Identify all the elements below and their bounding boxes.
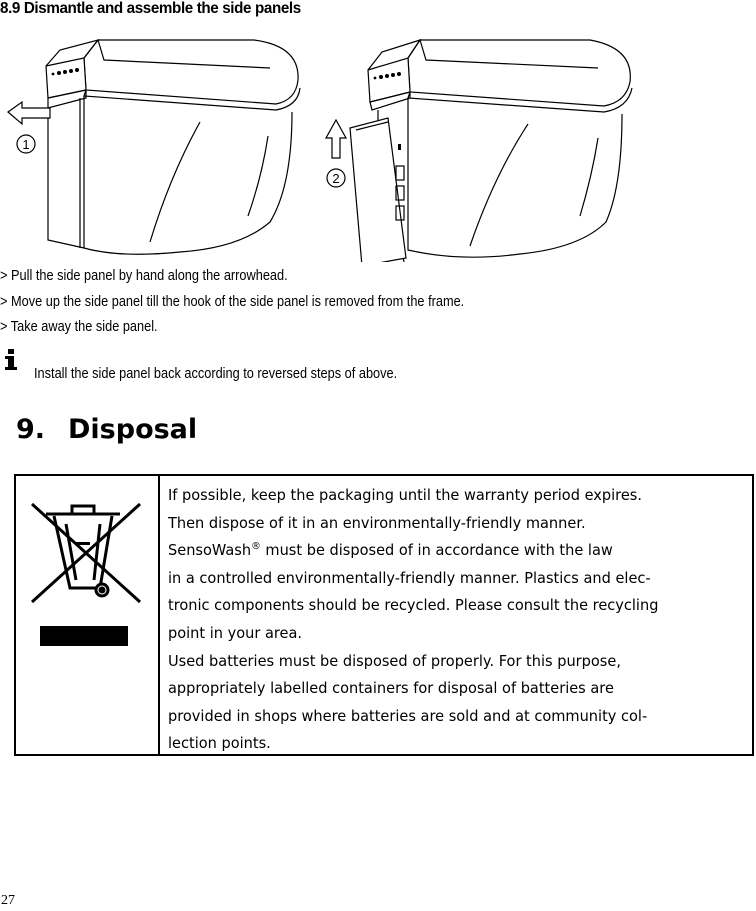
disposal-line: Then dispose of it in an environmentally-friendly manner. [168, 513, 586, 532]
step-2-text: > Move up the side panel till the hook of the side panel is removed from the frame. [0, 294, 465, 310]
section-title: 8.9 Dismantle and assemble the side panels [0, 0, 301, 17]
info-icon [4, 349, 18, 371]
side-panel-illustration [0, 26, 756, 262]
page-number: 27 [1, 893, 15, 908]
note-text: Install the side panel back according to reversed steps of above. [34, 366, 398, 382]
disposal-heading [16, 414, 197, 445]
step-1-label: 1 [22, 137, 30, 152]
disposal-line: point in your area. [168, 623, 303, 642]
disposal-title: Disposal [68, 414, 198, 445]
step-1-text: > Pull the side panel by hand along the arrowhead. [0, 268, 288, 284]
disposal-line: tronic components should be recycled. Please consult the recycling [168, 596, 659, 615]
brand-name: SensoWash [168, 541, 252, 560]
disposal-text [168, 482, 752, 758]
brand-line-rest: must be disposed of in accordance with the law [260, 541, 613, 560]
step-2-label: 2 [332, 171, 340, 186]
registered-mark: ® [251, 541, 261, 553]
disposal-line: If possible, keep the packaging until the warranty period expires. [168, 486, 642, 504]
crossed-bin-icon [16, 476, 158, 754]
disposal-number: 9. [16, 414, 46, 445]
step-3-text: > Take away the side panel. [0, 319, 158, 335]
disposal-table [14, 474, 754, 756]
disposal-line: lection points. [168, 734, 271, 753]
disposal-brand-line [168, 537, 734, 565]
weee-symbol-cell [16, 476, 160, 754]
disposal-line: in a controlled environmentally-friendly manner. Plastics and elec- [168, 568, 651, 587]
disposal-line: appropriately labelled containers for disposal of batteries are [168, 679, 614, 698]
disposal-line: Used batteries must be disposed of properly. For this purpose, [168, 651, 621, 670]
disposal-line: provided in shops where batteries are sold and at community col- [168, 706, 648, 725]
